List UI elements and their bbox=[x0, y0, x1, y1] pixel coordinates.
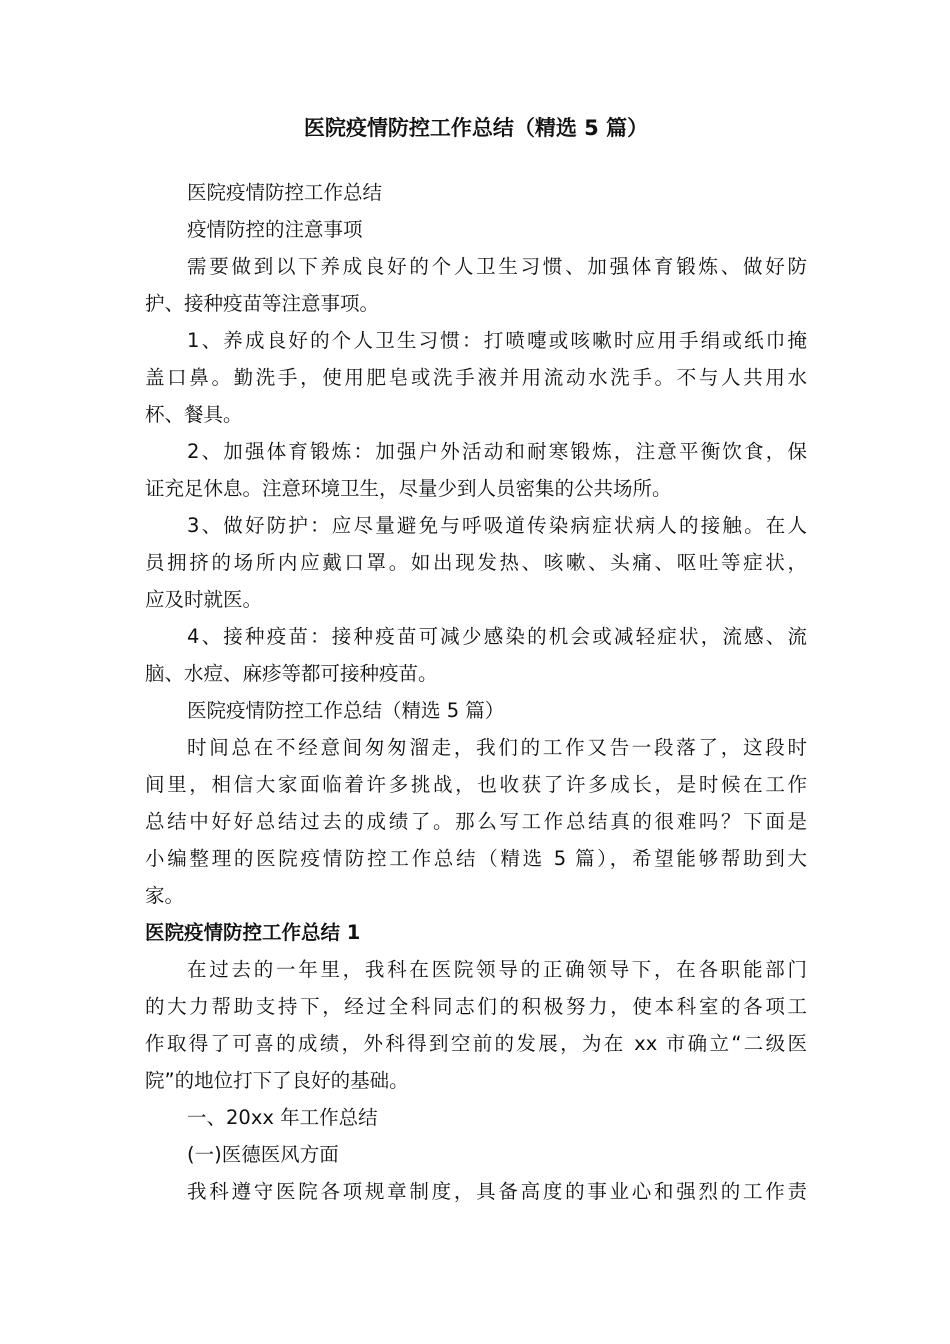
section-heading: 医院疫情防控工作总结 1 bbox=[145, 921, 361, 944]
document-page bbox=[145, 108, 807, 1210]
text-line: 家。 bbox=[145, 884, 185, 907]
document-body bbox=[145, 174, 807, 1210]
text-line: 3、做好防护：应尽量避免与呼吸道传染病症状病人的接触。在人 bbox=[187, 514, 807, 537]
text-line: 杯、餐具。 bbox=[145, 403, 243, 426]
text-line: (一)医德医风方面 bbox=[187, 1143, 339, 1166]
text-line: 需要做到以下养成良好的个人卫生习惯、加强体育锻炼、做好防 bbox=[187, 255, 807, 278]
text-line: 2、加强体育锻炼：加强户外活动和耐寒锻炼，注意平衡饮食，保 bbox=[187, 440, 807, 463]
text-line: 医院疫情防控工作总结 bbox=[187, 181, 383, 204]
text-line: 1、养成良好的个人卫生习惯：打喷嚏或咳嗽时应用手绢或纸巾掩 bbox=[187, 329, 807, 352]
text-line: 院”的地位打下了良好的基础。 bbox=[145, 1069, 409, 1092]
text-line: 间里，相信大家面临着许多挑战，也收获了许多成长，是时候在工作 bbox=[145, 773, 807, 796]
text-line: 疫情防控的注意事项 bbox=[187, 218, 363, 241]
text-line: 应及时就医。 bbox=[145, 588, 263, 611]
text-line: 盖口鼻。勤洗手，使用肥皂或洗手液并用流动水洗手。不与人共用水 bbox=[145, 366, 807, 389]
text-line: 作取得了可喜的成绩，外科得到空前的发展，为在 xx 市确立“二级医 bbox=[145, 1032, 807, 1055]
text-line: 的大力帮助支持下，经过全科同志们的积极努力，使本科室的各项工 bbox=[145, 995, 807, 1018]
text-line: 员拥挤的场所内应戴口罩。如出现发热、咳嗽、头痛、呕吐等症状， bbox=[145, 551, 807, 574]
text-line: 小编整理的医院疫情防控工作总结（精选 5 篇），希望能够帮助到大 bbox=[145, 847, 807, 870]
text-line: 4、接种疫苗：接种疫苗可减少感染的机会或减轻症状，流感、流 bbox=[187, 625, 807, 648]
text-line: 在过去的一年里，我科在医院领导的正确领导下，在各职能部门 bbox=[187, 958, 807, 981]
text-line: 总结中好好总结过去的成绩了。那么写工作总结真的很难吗？下面是 bbox=[145, 810, 807, 833]
text-line: 时间总在不经意间匆匆溜走，我们的工作又告一段落了，这段时 bbox=[187, 736, 807, 759]
document-title: 医院疫情防控工作总结（精选 5 篇） bbox=[303, 116, 649, 140]
text-line: 护、接种疫苗等注意事项。 bbox=[145, 292, 380, 315]
text-line: 我科遵守医院各项规章制度，具备高度的事业心和强烈的工作责 bbox=[187, 1180, 807, 1203]
text-line: 证充足休息。注意环境卫生，尽量少到人员密集的公共场所。 bbox=[145, 477, 672, 500]
text-line: 一、20xx 年工作总结 bbox=[187, 1106, 378, 1129]
text-line: 脑、水痘、麻疹等都可接种疫苗。 bbox=[145, 662, 438, 685]
text-line: 医院疫情防控工作总结（精选 5 篇） bbox=[187, 699, 505, 722]
